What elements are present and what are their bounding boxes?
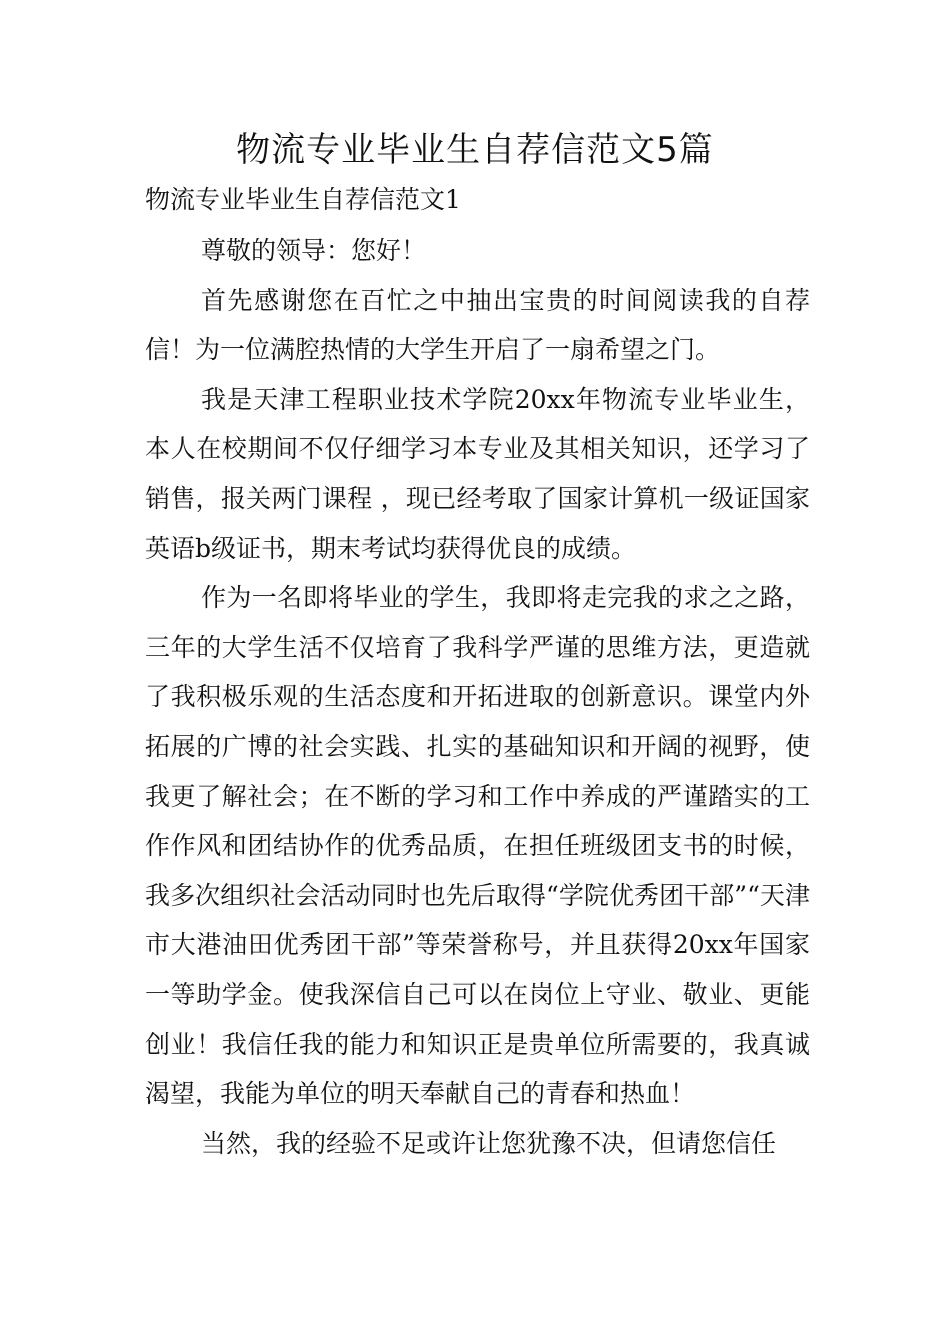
letter-body bbox=[145, 226, 810, 1168]
paragraph-experience: 作为一名即将毕业的学生，我即将走完我的求之之路，三年的大学生活不仅培育了我科学严谨的思维方法，更造就了我积极乐观的生活态度和开拓进取的创新意识。课堂内外拓展的广博的社会实践、扎实的基础知识和开阔的视野，使我更了解社会；在不断的学习和工作中养成的严谨踏实的工作作风和团结协作的优秀品质，在担任班级团支书的时候，我多次组织社会活动同时也先后取得“学院优秀团干部”“天津市大港油田优秀团干部”等荣誉称号，并且获得20xx年国家一等助学金。使我深信自己可以在岗位上守业、敬业、更能创业！我信任我的能力和知识正是贵单位所需要的，我真诚渴望，我能为单位的明天奉献自己的青春和热血！ bbox=[145, 583, 810, 1109]
paragraph-background: 我是天津工程职业技术学院20xx年物流专业毕业生，本人在校期间不仅仔细学习本专业及其相关知识，还学习了销售，报关两门课程 ，现已经考取了国家计算机一级证国家英语b级证书，期末考试均获得优良的成绩。 bbox=[145, 384, 810, 563]
paragraph-closing: 当然，我的经验不足或许让您犹豫不决，但请您信任 bbox=[201, 1128, 777, 1158]
document-title: 物流专业毕业生自荐信范文5篇 bbox=[236, 130, 714, 170]
paragraph-salutation: 尊敬的领导：您好！ bbox=[201, 236, 427, 265]
paragraph-intro: 首先感谢您在百忙之中抽出宝贵的时间阅读我的自荐信！为一位满腔热情的大学生开启了一扇希望之门。 bbox=[145, 285, 810, 365]
section-heading: 物流专业毕业生自荐信范文1 bbox=[145, 185, 461, 214]
